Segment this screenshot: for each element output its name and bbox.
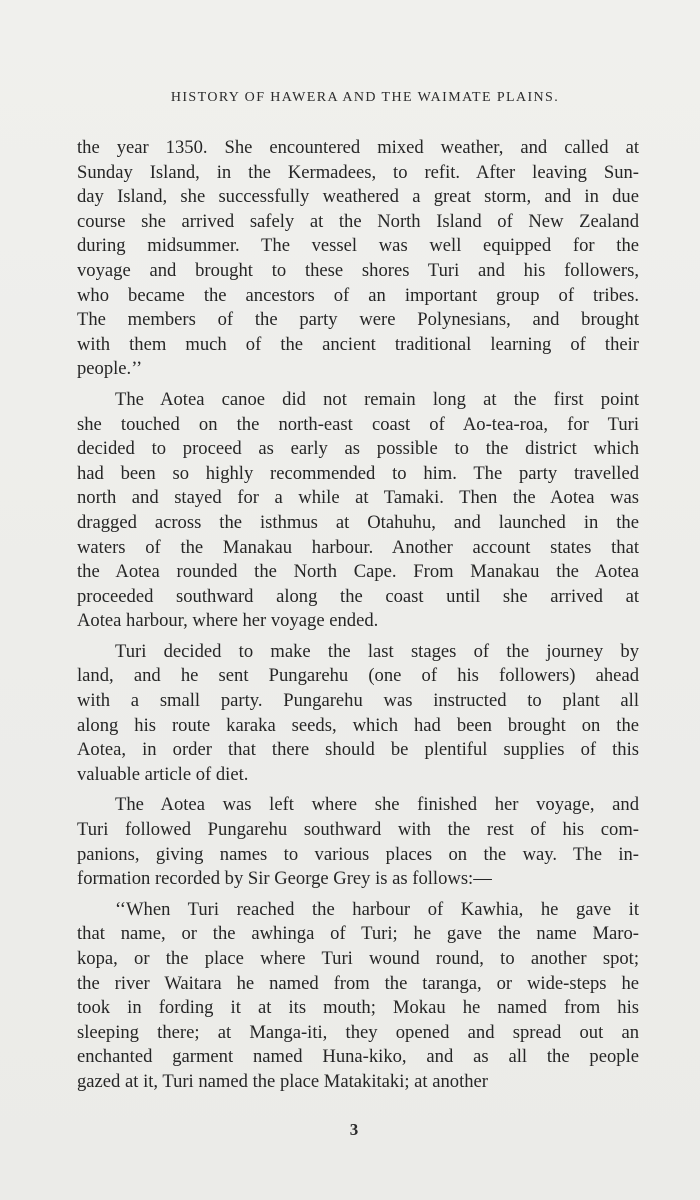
text-line: during midsummer. The vessel was well equipped for the (77, 235, 639, 257)
running-head: HISTORY OF HAWERA AND THE WAIMATE PLAINS. (170, 90, 560, 105)
text-line: Aotea harbour, where her voyage ended. (77, 610, 379, 632)
text-line: waters of the Manakau harbour. Another account states that (77, 536, 639, 558)
text-line: with them much of the ancient traditional learning of their (77, 333, 639, 355)
text-line: had been so highly recommended to him. The party travelled (77, 462, 639, 484)
text-line: course she arrived safely at the North Island of New Zealand (77, 210, 639, 232)
body-text (77, 136, 639, 1101)
text-line: with a small party. Pungarehu was instructed to plant all (77, 690, 639, 712)
paragraph (77, 388, 639, 634)
text-line: day Island, she successfully weathered a great storm, and in due (77, 186, 639, 208)
text-line: along his route karaka seeds, which had been brought on the (77, 714, 639, 736)
page-number: 3 (349, 1120, 359, 1139)
text-line: the Aotea rounded the North Cape. From Manakau the Aotea (77, 561, 639, 583)
text-line: Sunday Island, in the Kermadees, to refit. After leaving Sun- (77, 161, 639, 183)
text-line: decided to proceed as early as possible to the district which (77, 438, 639, 460)
text-line: that name, or the awhinga of Turi; he gave the name Maro- (77, 923, 639, 945)
text-line: land, and he sent Pungarehu (one of his followers) ahead (77, 665, 639, 687)
text-line: formation recorded by Sir George Grey is as follows:— (77, 868, 492, 890)
text-line: Turi decided to make the last stages of the journey by (115, 640, 639, 662)
text-line: sleeping there; at Manga-iti, they opened and spread out an (77, 1021, 639, 1043)
text-line: Aotea, in order that there should be plentiful supplies of this (77, 739, 639, 761)
text-line: people.’’ (77, 358, 143, 380)
text-line: The Aotea was left where she finished her voyage, and (115, 794, 639, 816)
text-line: voyage and brought to these shores Turi and his followers, (77, 259, 639, 281)
text-line: north and stayed for a while at Tamaki. Then the Aotea was (77, 487, 639, 509)
text-line: gazed at it, Turi named the place Matakitaki; at another (77, 1070, 488, 1092)
text-line: ‘‘When Turi reached the harbour of Kawhia, he gave it (115, 898, 639, 920)
text-line: who became the ancestors of an important group of tribes. (77, 284, 639, 306)
text-line: The Aotea canoe did not remain long at the first point (115, 388, 639, 410)
text-line: valuable article of diet. (77, 763, 249, 785)
text-line: the year 1350. She encountered mixed weather, and called at (77, 137, 639, 158)
text-line: the river Waitara he named from the taranga, or wide-steps he (77, 972, 639, 994)
paragraph (77, 898, 639, 1095)
text-line: panions, giving names to various places on the way. The in- (77, 843, 639, 865)
paragraph (77, 640, 639, 788)
text-line: The members of the party were Polynesians, and brought (77, 309, 639, 331)
text-line: took in fording it at its mouth; Mokau he named from his (77, 997, 639, 1019)
paragraph (77, 136, 639, 382)
paragraph (77, 793, 639, 891)
text-line: proceeded southward along the coast until she arrived at (77, 585, 639, 607)
text-line: Turi followed Pungarehu southward with the rest of his com- (77, 819, 639, 841)
text-line: she touched on the north-east coast of Ao-tea-roa, for Turi (77, 413, 639, 435)
text-line: dragged across the isthmus at Otahuhu, and launched in the (77, 511, 639, 533)
text-line: kopa, or the place where Turi wound round, to another spot; (77, 948, 639, 969)
text-line: enchanted garment named Huna-kiko, and as all the people (77, 1046, 639, 1068)
